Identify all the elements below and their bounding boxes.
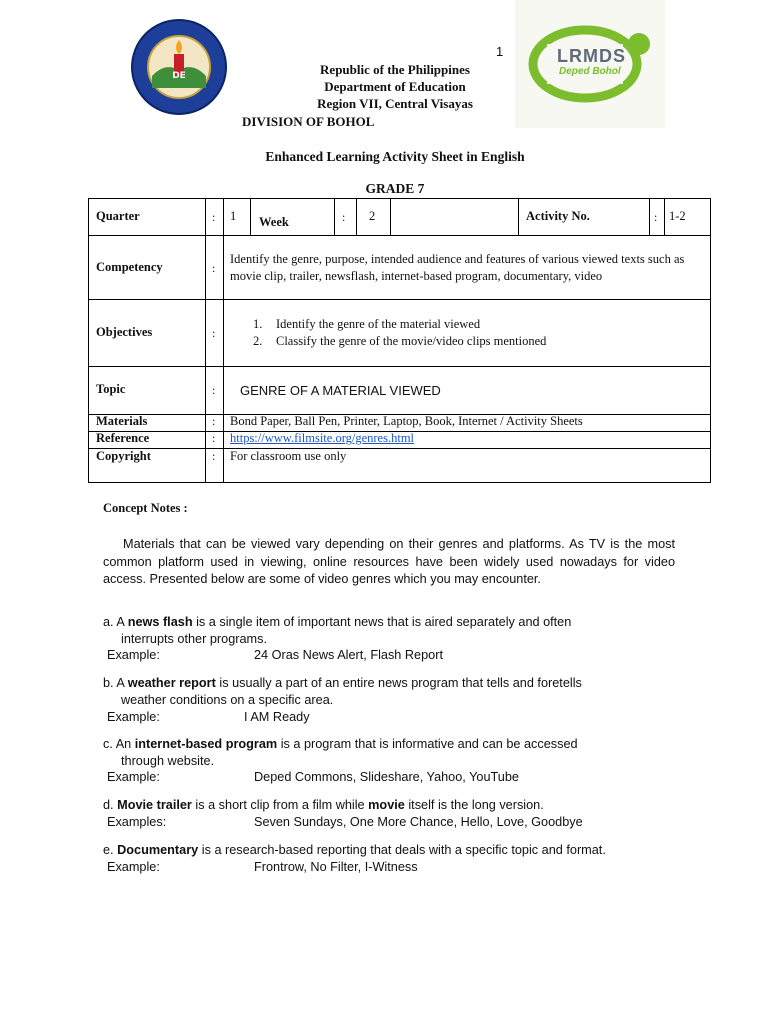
week-value: 2 — [369, 209, 376, 223]
colon: : — [654, 210, 658, 224]
lrmds-logo-text: LRMDS — [557, 46, 626, 66]
activity-no-label: Activity No. — [526, 209, 590, 223]
materials-label: Materials — [96, 414, 148, 428]
objective-item: 2. Classify the genre of the movie/video clips mentioned — [253, 334, 547, 348]
lrmds-logo-subtext: Deped Bohol — [559, 66, 621, 77]
objective-item: 1. Identify the genre of the material viewed — [253, 317, 481, 331]
genre-item-internet-program: c. An internet-based program is a program that is informative and can be accessed through website. — [103, 737, 578, 768]
colon: : — [212, 383, 216, 397]
topic-value: GENRE OF A MATERIAL VIEWED — [240, 383, 441, 398]
genre-item-news-flash: a. A news flash is a single item of important news that is aired separately and often interrupts other programs. — [103, 615, 572, 646]
example-value: Deped Commons, Slideshare, Yahoo, YouTube — [254, 770, 519, 784]
colon: : — [212, 431, 216, 445]
genre-term: news flash — [127, 615, 193, 629]
materials-value: Bond Paper, Ball Pen, Printer, Laptop, Book, Internet / Activity Sheets — [230, 414, 583, 428]
genre-term: internet-based program — [134, 737, 278, 751]
header-region: Region VII, Central Visayas — [317, 96, 473, 111]
colon: : — [212, 210, 216, 224]
svg-text:DE: DE — [172, 71, 186, 81]
topic-label: Topic — [96, 382, 126, 396]
deped-seal-logo — [130, 18, 228, 116]
header-republic: Republic of the Philippines — [320, 62, 470, 77]
example-value: Seven Sundays, One More Chance, Hello, Love, Goodbye — [254, 815, 583, 829]
competency-label: Competency — [96, 260, 163, 274]
example-label: Example: — [107, 648, 160, 662]
week-label: Week — [259, 215, 289, 229]
header-division: DIVISION OF BOHOL — [242, 114, 375, 129]
colon: : — [212, 414, 216, 428]
concept-notes-title: Concept Notes : — [103, 501, 188, 515]
concept-intro: Materials that can be viewed vary depending on their genres and platforms. As TV is the most common platform used in viewing, online resources have been widely used nowadays for video access. Presented below are some of video genres which you may encounter. — [103, 537, 675, 586]
genre-term: Documentary — [117, 843, 199, 857]
document-title: Enhanced Learning Activity Sheet in English — [265, 149, 525, 164]
genre-item-weather-report: b. A weather report is usually a part of an entire news program that tells and foretells weather conditions on a specific area. — [103, 676, 582, 707]
quarter-label: Quarter — [96, 209, 140, 223]
example-label: Example: — [107, 770, 160, 784]
genre-item-documentary: e. Documentary is a research-based reporting that deals with a specific topic and format. — [103, 843, 606, 857]
colon: : — [212, 261, 216, 275]
genre-term: movie — [368, 798, 405, 812]
colon: : — [212, 449, 216, 463]
example-value: I AM Ready — [244, 710, 310, 724]
copyright-label: Copyright — [96, 449, 151, 463]
genre-item-movie-trailer: d. Movie trailer is a short clip from a film while movie itself is the long version. — [103, 798, 544, 812]
copyright-value: For classroom use only — [230, 449, 347, 463]
colon: : — [342, 210, 346, 224]
example-label: Example: — [107, 860, 160, 874]
page-number: 1 — [496, 44, 504, 59]
activity-no-value: 1-2 — [669, 209, 686, 223]
objectives-label: Objectives — [96, 325, 153, 339]
quarter-value: 1 — [230, 209, 237, 223]
objectives-list — [253, 316, 693, 350]
example-value: 24 Oras News Alert, Flash Report — [254, 648, 443, 662]
reference-link[interactable]: https://www.filmsite.org/genres.html — [230, 431, 415, 445]
example-label: Example: — [107, 710, 160, 724]
genre-term: weather report — [127, 676, 216, 690]
activity-info-table — [88, 198, 711, 483]
colon: : — [212, 326, 216, 340]
example-label: Examples: — [107, 815, 167, 829]
genre-term: Movie trailer — [117, 798, 192, 812]
grade-level: GRADE 7 — [365, 181, 425, 196]
example-value: Frontrow, No Filter, I-Witness — [254, 860, 418, 874]
header-department: Department of Education — [324, 79, 466, 94]
competency-value: Identify the genre, purpose, intended audience and features of various viewed texts such as movie clip, trailer, newsflash, internet-based program, documentary, video — [230, 252, 685, 283]
reference-label: Reference — [96, 431, 150, 445]
